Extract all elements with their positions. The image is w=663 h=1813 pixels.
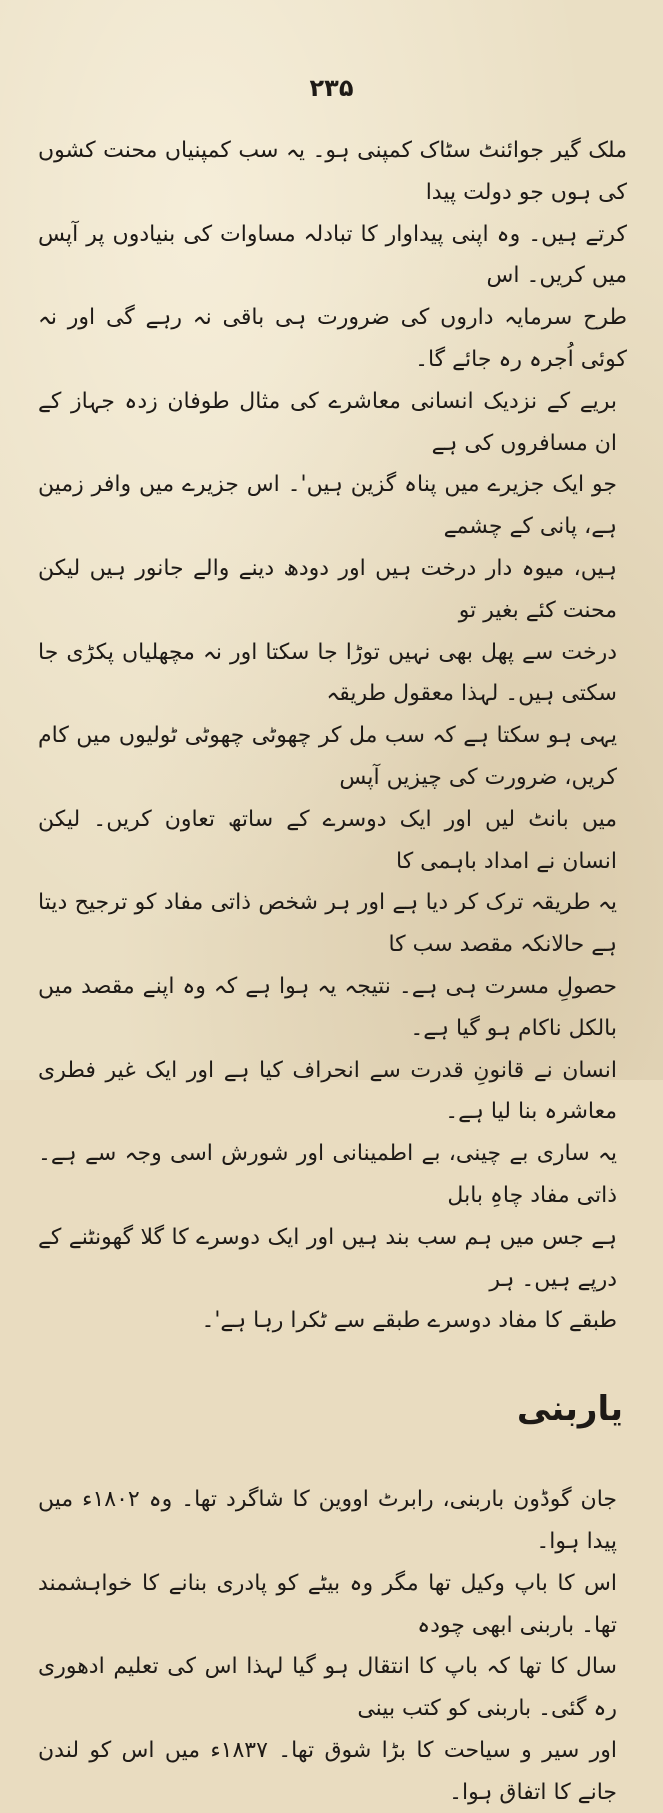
text-line: انسان نے قانونِ قدرت سے انحراف کیا ہے اور ایک غیر فطری معاشرہ بنا لیا ہے۔: [38, 1057, 617, 1125]
section-body: [38, 1479, 627, 1813]
paragraph-2: [38, 381, 627, 1133]
text-line: بریے کے نزدیک انسانی معاشرے کی مثال طوفان زدہ جہاز کے ان مسافروں کی ہے: [38, 388, 617, 456]
text-line: یہ طریقہ ترک کر دیا ہے اور ہر شخص ذاتی مفاد کو ترجیح دیتا ہے حالانکہ مقصد سب کا: [38, 890, 617, 958]
text-line: میں بانٹ لیں اور ایک دوسرے کے ساتھ تعاون کریں۔ لیکن انسان نے امداد باہمی کا: [38, 806, 617, 874]
text-line: اور سیر و سیاحت کا بڑا شوق تھا۔ ۱۸۳۷ء میں اس کو لندن جانے کا اتفاق ہوا۔: [38, 1737, 617, 1805]
text-line: جان گوڈون باربنی، رابرٹ اووین کا شاگرد تھا۔ وہ ۱۸۰۲ء میں پیدا ہوا۔: [38, 1487, 617, 1554]
text-line: جو ایک جزیرے میں پناہ گزین ہیں'۔ اس جزیرے میں وافر زمین ہے، پانی کے چشمے: [38, 472, 617, 540]
text-line: کرتے ہیں۔ وہ اپنی پیداوار کا تبادلہ مساوات کی بنیادوں پر آپس میں کریں۔ اس: [38, 221, 627, 289]
section-heading: یاربنی: [516, 1389, 623, 1430]
page-number: ۲۳۵: [309, 74, 354, 102]
text-line: حصولِ مسرت ہی ہے۔ نتیجہ یہ ہوا ہے کہ وہ اپنے مقصد میں بالکل ناکام ہو گیا ہے۔: [38, 973, 617, 1041]
text-line: یہی ہو سکتا ہے کہ سب مل کر چھوٹی چھوٹی ٹولیوں میں کام کریں، ضرورت کی چیزیں آپس: [38, 723, 617, 790]
paragraph-4: [38, 1479, 627, 1813]
text-line: طرح سرمایہ داروں کی ضرورت ہی باقی نہ رہے گی اور نہ کوئی اُجرہ رہ جائے گا۔: [38, 305, 627, 372]
text-line: ہیں، میوہ دار درخت ہیں اور دودھ دینے والے جانور ہیں لیکن محنت کئے بغیر تو: [38, 555, 617, 623]
text-line: درخت سے پھل بھی نہیں توڑا جا سکتا اور نہ مچھلیاں پکڑی جا سکتی ہیں۔ لہذا معقول طریقہ: [38, 639, 617, 707]
paragraph-1: [38, 130, 627, 381]
text-line: ملک گیر جوائنٹ سٹاک کمپنی ہو۔ یہ سب کمپنیاں محنت کشوں کی ہوں جو دولت پیدا: [38, 138, 627, 205]
text-line: ہے جس میں ہم سب بند ہیں اور ایک دوسرے کا گلا گھونٹنے کے درپے ہیں۔ ہر: [38, 1224, 617, 1292]
text-line: طبقے کا مفاد دوسرے طبقے سے ٹکرا رہا ہے'۔: [201, 1308, 617, 1334]
text-line: یہ ساری بے چینی، بے اطمینانی اور شورش اسی وجہ سے ہے۔ ذاتی مفاد چاہِ بابل: [38, 1141, 617, 1208]
text-line: سال کا تھا کہ باپ کا انتقال ہو گیا لہذا اس کی تعلیم ادھوری رہ گئی۔ باربنی کو کتب بینی: [38, 1654, 617, 1722]
paragraph-3: [38, 1133, 627, 1342]
body-text: [38, 130, 627, 1342]
text-line: اس کا باپ وکیل تھا مگر وہ بیٹے کو پادری بنانے کا خواہشمند تھا۔ باربنی ابھی چودہ: [38, 1570, 617, 1638]
